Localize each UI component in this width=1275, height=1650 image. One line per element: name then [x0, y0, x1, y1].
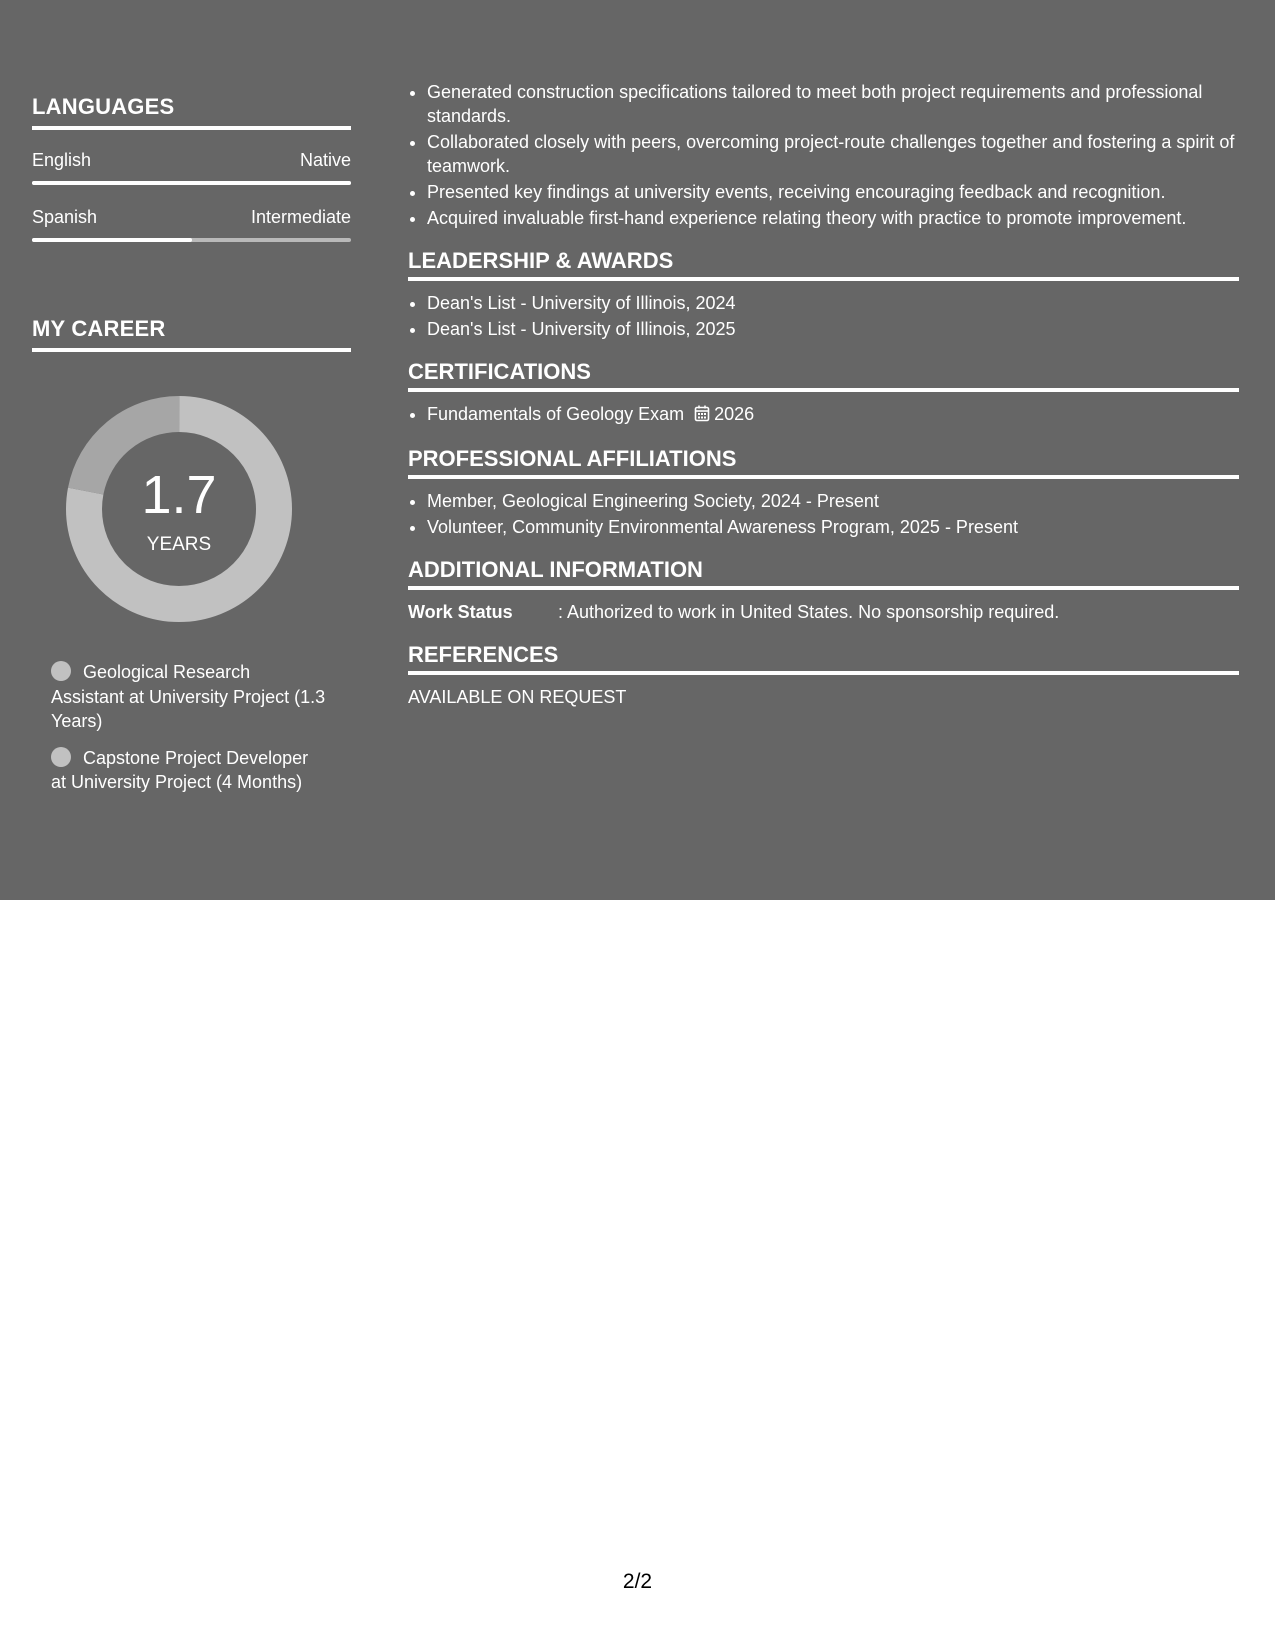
- language-proficiency-bar: [32, 238, 351, 242]
- page-number: 2/2: [622, 1570, 653, 1593]
- legend-dot-icon: [51, 661, 71, 681]
- legend-dot-icon: [51, 747, 71, 767]
- affiliations-heading: PROFESSIONAL AFFILIATIONS: [408, 446, 1239, 479]
- work-status-label: Work Status: [408, 602, 513, 622]
- references-text: AVAILABLE ON REQUEST: [408, 687, 627, 707]
- career-heading: MY CAREER: [32, 316, 351, 352]
- language-proficiency-bar: [32, 181, 351, 185]
- languages-heading: LANGUAGES: [32, 94, 351, 130]
- certifications-heading: CERTIFICATIONS: [408, 359, 1239, 392]
- language-name: English: [32, 150, 92, 170]
- references-section: [408, 642, 1239, 709]
- affiliations-section: [408, 446, 1239, 539]
- career-total-value: 1.7: [141, 465, 217, 525]
- career-entry-label: Capstone Project Developer at University Project (4 Months): [51, 747, 309, 792]
- career-entry: [51, 660, 326, 734]
- certification-year: 2026: [714, 404, 755, 424]
- right-column: [408, 80, 1239, 709]
- list-item: • Member, Geological Engineering Society, 2024 - Present: [427, 489, 1239, 513]
- language-item-spanish: [32, 207, 351, 242]
- certification-name: Fundamentals of Geology Exam: [427, 404, 685, 424]
- list-item: • Generated construction specifications tailored to meet both project requirements and professional standards.: [427, 80, 1239, 128]
- certification-item: [427, 402, 1239, 428]
- references-heading: REFERENCES: [408, 642, 1239, 675]
- list-item: • Volunteer, Community Environmental Awareness Program, 2025 - Present: [427, 515, 1239, 539]
- career-total-unit: YEARS: [146, 534, 212, 555]
- list-item: • Dean's List - University of Illinois, 2025: [427, 317, 1239, 341]
- additional-info-section: [408, 557, 1239, 624]
- career-entry: [51, 746, 326, 795]
- language-name: Spanish: [32, 207, 98, 227]
- language-level: Intermediate: [250, 207, 351, 227]
- list-item: • Acquired invaluable first-hand experience relating theory with practice to promote improvement.: [427, 206, 1239, 230]
- certifications-section: [408, 359, 1239, 428]
- leadership-section: [408, 248, 1239, 341]
- additional-info-heading: ADDITIONAL INFORMATION: [408, 557, 1239, 590]
- leadership-heading: LEADERSHIP & AWARDS: [408, 248, 1239, 281]
- left-column: [32, 94, 351, 807]
- list-item: • Presented key findings at university events, receiving encouraging feedback and recognition.: [427, 180, 1239, 204]
- language-proficiency-fill: [32, 238, 192, 242]
- list-item: • Collaborated closely with peers, overcoming project-route challenges together and fostering a spirit of teamwork.: [427, 130, 1239, 178]
- career-legend: [51, 660, 326, 795]
- experience-bullet-list: [408, 80, 1239, 230]
- list-item: • Dean's List - University of Illinois, 2024: [427, 291, 1239, 315]
- career-donut-chart: [66, 396, 292, 622]
- language-item-english: [32, 150, 351, 185]
- language-level: Native: [299, 150, 351, 170]
- calendar-icon: [694, 404, 710, 428]
- work-status-value: : Authorized to work in United States. No sponsorship required.: [558, 602, 1060, 622]
- career-entry-label: Geological Research Assistant at University Project (1.3 Years): [51, 662, 326, 731]
- language-proficiency-fill: [32, 181, 351, 185]
